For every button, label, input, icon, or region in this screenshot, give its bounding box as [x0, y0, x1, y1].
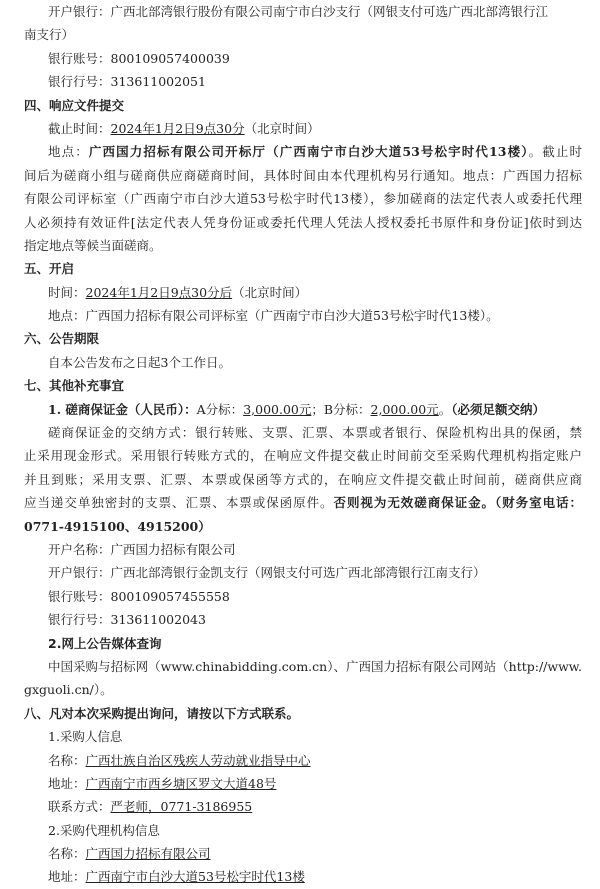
purchaser-contact-line: 联系方式：严老师，0771-3186955 [48, 799, 253, 815]
media-line-2: gxguoli.cn/）。 [24, 682, 113, 698]
deposit-account-line: 银行账号：800109057455558 [48, 588, 230, 604]
deposit-paragraph-line-3: 并且到账；采用支票、汇票、本票或保函等方式的，在响应文件提交截止时间前，磋商供应商 [24, 471, 582, 487]
deposit-bank-line: 开户银行：广西北部湾银行金凯支行（网银支付可选广西北部湾银行江南支行） [48, 565, 486, 581]
agency-address-line: 地址：广西南宁市白沙大道53号松宇时代13楼 [48, 869, 305, 885]
agency-name-line: 名称：广西国力招标有限公司 [48, 846, 211, 862]
notice-period-text: 自本公告发布之日起3个工作日。 [48, 354, 231, 370]
media-heading: 2.网上公告媒体查询 [48, 635, 162, 651]
deposit-paragraph-line-1: 磋商保证金的交纳方式：银行转账、支票、汇票、本票或者银行、保险机构出具的保函，禁 [48, 425, 582, 441]
purchaser-name-line: 名称：广西壮族自治区残疾人劳动就业指导中心 [48, 752, 311, 768]
purchaser-address-line: 地址：广西南宁市西乡塘区罗文大道48号 [48, 775, 277, 791]
account-number-line: 银行账号：800109057400039 [48, 50, 230, 66]
deposit-paragraph-line-2: 止采用现金形式。采用银行转账方式的，在响应文件提交截止时间前交至采购代理机构指定账户 [24, 448, 582, 464]
bank-code-line: 银行行号：313611002051 [48, 74, 206, 90]
section-6-heading: 六、公告期限 [24, 331, 100, 347]
deposit-line: 1. 磋商保证金（人民币）：A分标：3,000.00元；B分标：2,000.00元。（必须足额交纳） [48, 401, 545, 417]
agency-heading: 2.采购代理机构信息 [48, 822, 160, 838]
finance-phone-line: 0771-4915100、4915200） [24, 518, 211, 534]
submission-paragraph-line-2: 间后为磋商小组与磋商供应商磋商时间，具体时间由本代理机构另行通知。地点：广西国力招标 [24, 167, 582, 183]
account-name-line: 开户名称：广西国力招标有限公司 [48, 541, 236, 557]
opening-time-line: 时间：2024年1月2日9点30分后（北京时间） [48, 284, 308, 300]
opening-location-line: 地点：广西国力招标有限公司评标室（广西南宁市白沙大道53号松宇时代13楼）。 [48, 308, 499, 324]
submission-paragraph-line-3: 有限公司评标室（广西南宁市白沙大道53号松宇时代13楼），参加磋商的法定代表人或委托代理 [24, 191, 582, 207]
deadline-line: 截止时间：2024年1月2日9点30分（北京时间） [48, 120, 320, 136]
section-4-heading: 四、响应文件提交 [24, 97, 125, 113]
submission-paragraph-line-4: 人必须持有效证件[法定代表人凭身份证或委托代理人凭法人授权委托书原件和身份证]依时到达 [24, 214, 582, 230]
section-7-heading: 七、其他补充事宜 [24, 378, 125, 394]
submission-location-line: 地点：广西国力招标有限公司开标厅（广西南宁市白沙大道53号松宇时代13楼）。截止时 [48, 144, 582, 160]
bank-line-2: 南支行） [24, 27, 75, 43]
bank-line-1: 开户银行：广西北部湾银行股份有限公司南宁市白沙支行（网银支付可选广西北部湾银行江 [48, 4, 549, 19]
submission-paragraph-line-5: 指定地点等候当面磋商。 [24, 237, 162, 253]
media-line-1: 中国采购与招标网（www.chinabidding.com.cn）、广西国力招标有限公司网站（http://www. [48, 658, 582, 674]
deposit-code-line: 银行行号：313611002043 [48, 612, 206, 628]
purchaser-heading: 1.采购人信息 [48, 729, 123, 745]
deposit-paragraph-line-4: 应当递交单独密封的支票、汇票、本票或保函原件。否则视为无效磋商保证金。（财务室电话： [24, 495, 582, 511]
section-5-heading: 五、开启 [24, 261, 75, 277]
section-8-heading: 八、凡对本次采购提出询问，请按以下方式联系。 [24, 705, 300, 721]
